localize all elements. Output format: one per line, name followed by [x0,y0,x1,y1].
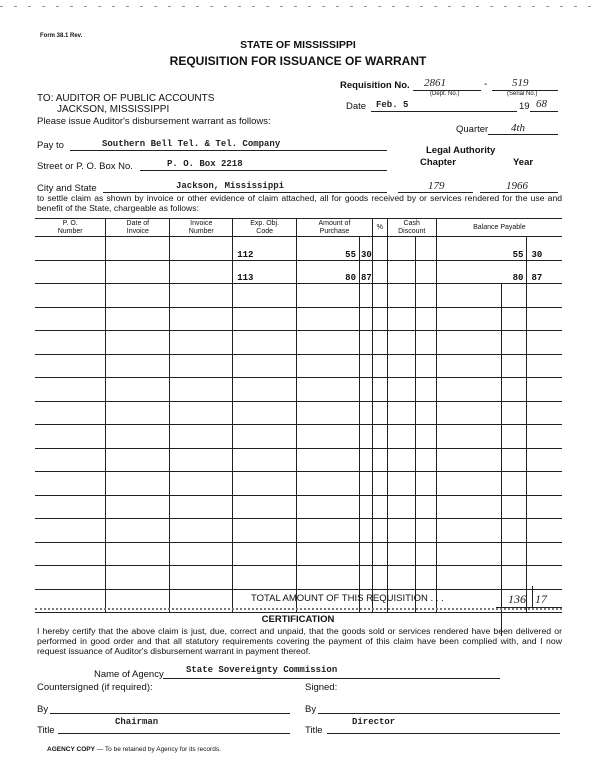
serial-number: 519 [512,77,529,89]
right-by-label: By [305,704,317,715]
header-invoice-number: Invoice Number [170,219,233,237]
signed-label: Signed: [305,682,338,693]
certification-heading: CERTIFICATION [261,614,335,625]
balance-cents-cell: 87 [527,260,562,284]
chapter-label: Chapter [420,157,456,168]
agency-value: State Sovereignty Commission [186,665,338,675]
dept-number: 2861 [424,77,446,89]
table-row [35,472,562,496]
balance-dollars-cell: 80 [436,260,527,284]
header-po-number: P. O. Number [35,219,106,237]
amount-dollars-cell: 55 [297,237,360,261]
table-row [35,448,562,472]
table-row [35,260,562,284]
dept-caption: (Dept. No.) [430,91,460,97]
serial-caption: (Serial No.) [507,91,538,97]
claim-table [35,219,562,636]
total-dollars: 136 [508,592,526,606]
table-row [35,566,562,590]
left-title-value: Chairman [115,717,159,727]
header-percent: % [372,219,387,237]
table-row [35,425,562,449]
certification-text: I hereby certify that the above claim is just, due, correct and unpaid, that the goods sold or services rendered have been delivered or performed in good order and that all statutory requirements covering the payment of this claim have been complied with, and I now request issuance of Auditor's disbursement warrant in payment thereof. [37,626,562,656]
legal-year-value: 1966 [506,180,528,192]
footer-agency-copy: AGENCY COPY [47,746,95,753]
table-row [35,542,562,566]
chapter-value: 179 [428,180,445,192]
table-row [35,331,562,355]
settle-claim-text: to settle claim as shown by invoice or other evidence of claim attached, all for goods received by or services rendered for the use and benefit of the State, chargeable as follows: [37,193,562,213]
year-label: Year [513,157,534,168]
table-row [35,378,562,402]
form-number: Form 38.1 Rev. [40,33,83,39]
year-prefix: 19 [519,101,530,112]
header-amount-of-purchase: Amount of Purchase [297,219,373,237]
footer-note [47,746,221,753]
date-label: Date [346,101,367,112]
countersigned-label: Countersigned (if required): [37,682,153,693]
amount-cents-cell: 87 [359,260,372,284]
table-row [35,401,562,425]
total-label: TOTAL AMOUNT OF THIS REQUISITION . . . [251,593,444,604]
table-row [35,519,562,543]
right-title-value: Director [352,717,396,727]
year-suffix: 68 [536,98,547,110]
quarter-value: 4th [511,122,526,134]
balance-cents-cell: 30 [527,237,562,261]
table-row [35,495,562,519]
to-line-1: TO: AUDITOR OF PUBLIC ACCOUNTS [37,93,215,104]
agency-label: Name of Agency [94,669,164,680]
table-row [35,237,562,261]
header-exp-obj-code: Exp. Obj. Code [233,219,297,237]
to-line-2: JACKSON, MISSISSIPPI [57,104,170,115]
left-title-label: Title [37,725,55,736]
requisition-label: Requisition No. [340,80,410,91]
left-by-label: By [37,704,49,715]
instruction-text: Please issue Auditor's disbursement warrant as follows: [37,116,271,127]
exp-code-cell: 113 [233,260,297,284]
table-row [35,307,562,331]
exp-code-cell: 112 [233,237,297,261]
table-row [35,354,562,378]
quarter-label: Quarter [456,124,489,135]
amount-cents-cell: 30 [359,237,372,261]
street-label: Street or P. O. Box No. [37,161,133,172]
table-row [35,284,562,308]
header-date-of-invoice: Date of Invoice [106,219,170,237]
header-cash-discount: Cash Discount [387,219,436,237]
date-value: Feb. 5 [376,100,409,110]
scan-edge-marks [0,6,596,7]
city-label: City and State [37,183,97,194]
pay-to-value: Southern Bell Tel. & Tel. Company [102,139,281,149]
state-heading: STATE OF MISSISSIPPI [240,39,356,51]
street-value: P. O. Box 2218 [167,159,243,169]
header-balance-payable: Balance Payable [436,219,562,237]
amount-dollars-cell: 80 [297,260,360,284]
balance-dollars-cell: 55 [436,237,527,261]
right-title-label: Title [305,725,323,736]
pay-to-label: Pay to [37,140,64,151]
footer-rest: — To be retained by Agency for its records. [94,746,221,753]
legal-authority-label: Legal Authority [426,145,496,156]
city-value: Jackson, Mississippi [176,181,285,191]
total-cents: 17 [535,592,547,606]
form-title: REQUISITION FOR ISSUANCE OF WARRANT [169,54,427,68]
